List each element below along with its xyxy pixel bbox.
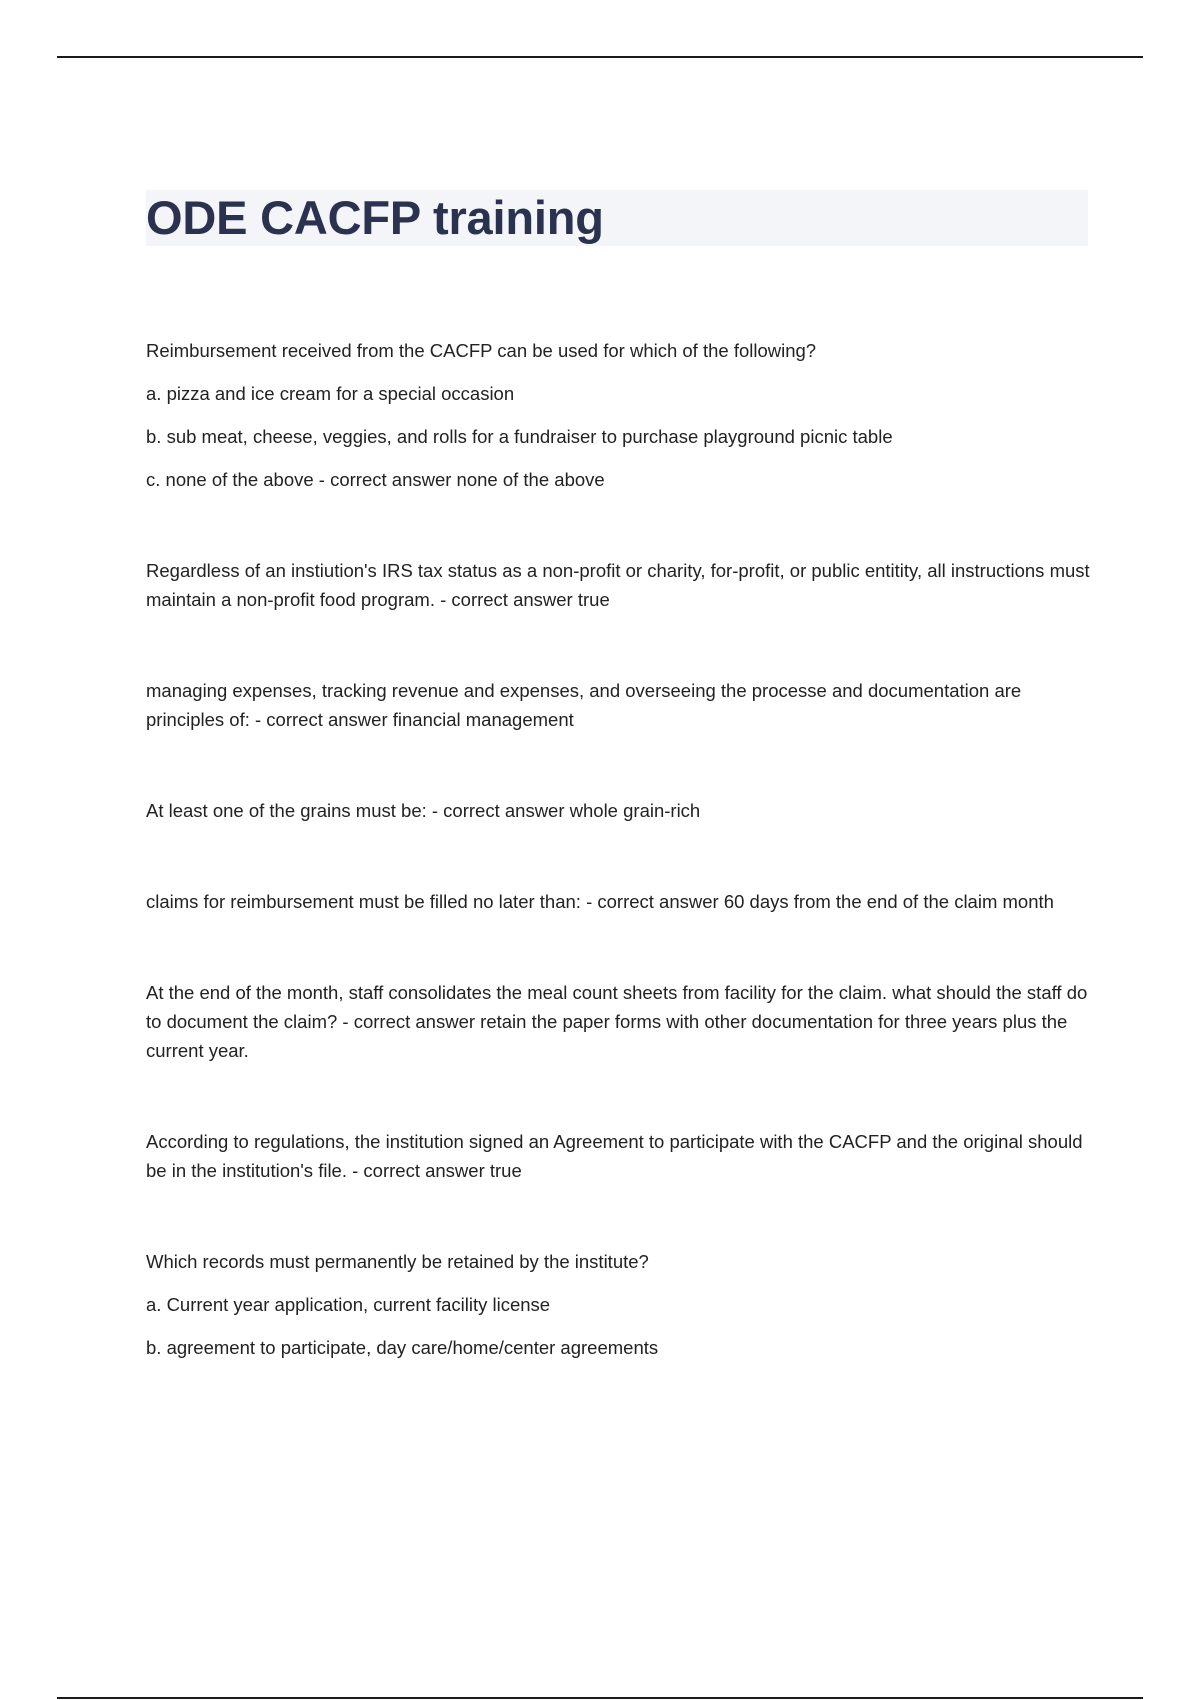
question-answer-item: Regardless of an instiution's IRS tax status as a non-profit or charity, for-profit, or public entitity, all instructions must maintain a non-profit food program. - correct answer true [146, 560, 1090, 610]
answer-option: a. Current year application, current facility license [146, 1294, 551, 1315]
answer-option: a. pizza and ice cream for a special occasion [146, 383, 515, 404]
question-answer-item: claims for reimbursement must be filled no later than: - correct answer 60 days from the end of the claim month [146, 891, 1054, 912]
question-text: Which records must permanently be retained by the institute? [146, 1251, 649, 1272]
top-rule [57, 56, 1143, 58]
question-answer-item: managing expenses, tracking revenue and expenses, and overseeing the processe and documentation are principles of: - correct answer financial management [146, 680, 1022, 730]
document-body [146, 336, 1091, 1362]
answer-option: b. sub meat, cheese, veggies, and rolls for a fundraiser to purchase playground picnic table [146, 426, 893, 447]
document-title: ODE CACFP training [146, 191, 604, 244]
question-answer-item: At the end of the month, staff consolidates the meal count sheets from facility for the claim. what should the staff do to document the claim? - correct answer retain the paper forms with other documentation for three years plus the current year. [146, 982, 1088, 1061]
question-block [146, 336, 1091, 494]
question-answer-item: At least one of the grains must be: - correct answer whole grain-rich [146, 800, 701, 821]
question-text: Reimbursement received from the CACFP can be used for which of the following? [146, 340, 817, 361]
answer-option: b. agreement to participate, day care/home/center agreements [146, 1337, 659, 1358]
question-block [146, 1247, 1091, 1362]
question-answer-item: According to regulations, the institution signed an Agreement to participate with the CACFP and the original should be in the institution's file. - correct answer true [146, 1131, 1083, 1181]
answer-option: c. none of the above - correct answer none of the above [146, 469, 605, 490]
bottom-rule [57, 1697, 1143, 1699]
